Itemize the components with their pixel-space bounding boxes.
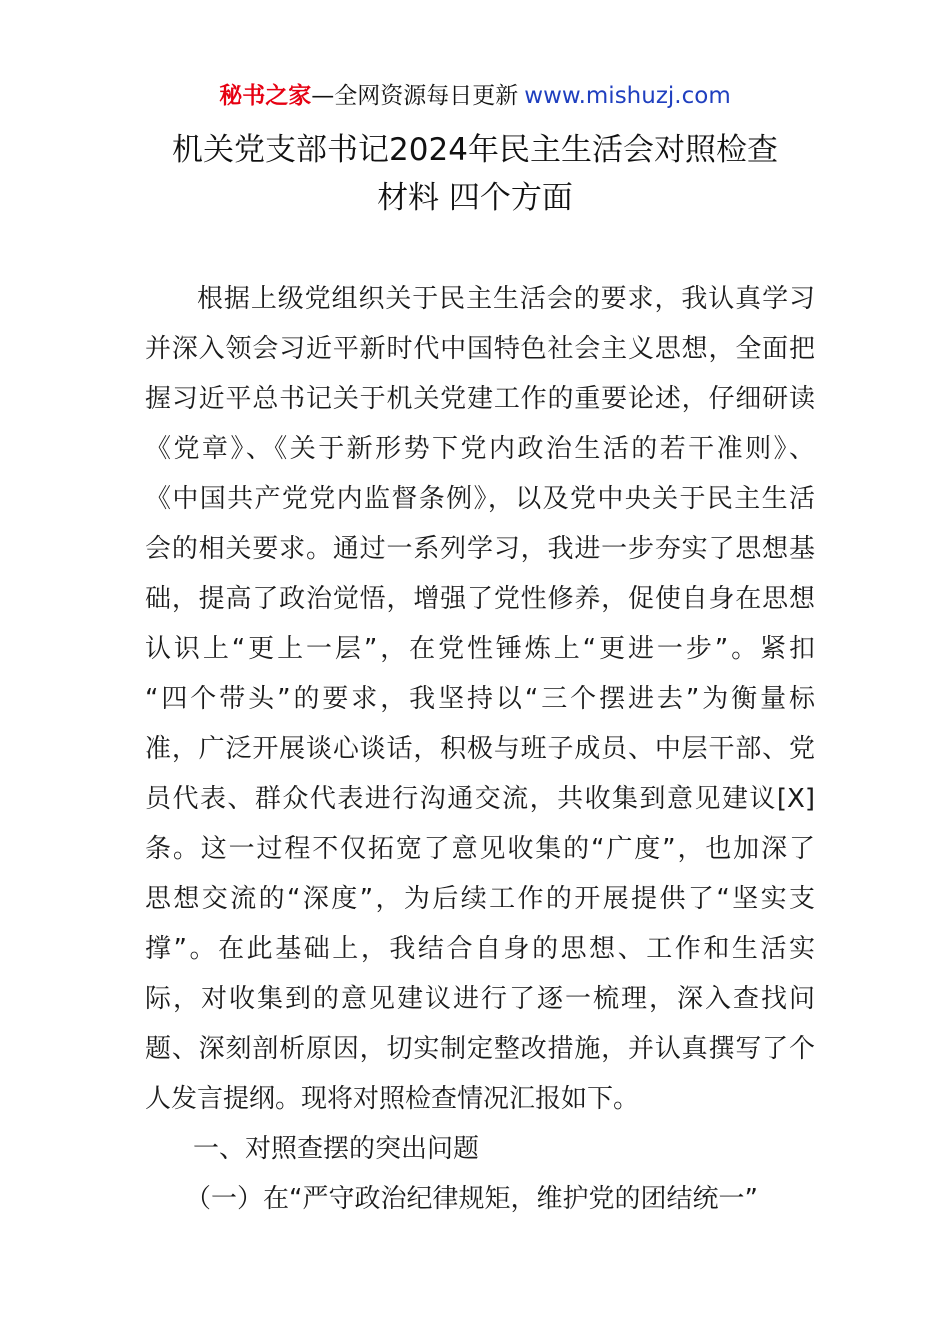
paragraph-line: 人发言提纲。现将对照检查情况汇报如下。 bbox=[145, 1084, 640, 1114]
section-heading: 一、对照查摆的突出问题 bbox=[193, 1134, 480, 1164]
paragraph-line: “四个带头”的要求，我坚持以“三个摆进去”为衡量标 bbox=[145, 684, 815, 714]
site-url-link[interactable]: www.mishuzj.com bbox=[524, 83, 731, 109]
paragraph-line: 撑”。在此基础上，我结合自身的思想、工作和生活实 bbox=[145, 934, 815, 964]
paragraph-line: 条。这一过程不仅拓宽了意见收集的“广度”，也加深了 bbox=[145, 834, 815, 864]
document-title bbox=[100, 126, 850, 222]
paragraph-line: 会的相关要求。通过一系列学习，我进一步夯实了思想基 bbox=[145, 534, 815, 564]
site-brand: 秘书之家 bbox=[219, 83, 312, 109]
site-tagline: —全网资源每日更新 bbox=[311, 83, 519, 109]
paragraph-line: 根据上级党组织关于民主生活会的要求，我认真学习 bbox=[197, 284, 815, 314]
site-header bbox=[0, 80, 950, 112]
paragraph-line: 认识上“更上一层”，在党性锤炼上“更进一步”。紧扣 bbox=[145, 634, 815, 664]
subsection-heading: （一）在“严守政治纪律规矩，维护党的团结统一” bbox=[185, 1184, 758, 1214]
paragraph-line: 思想交流的“深度”，为后续工作的开展提供了“坚实支 bbox=[145, 884, 815, 914]
document-body bbox=[145, 274, 815, 1224]
title-line: 机关党支部书记2024年民主生活会对照检查 bbox=[172, 132, 778, 168]
paragraph-line: 准，广泛开展谈心谈话，积极与班子成员、中层干部、党 bbox=[145, 734, 815, 764]
paragraph-line: 握习近平总书记关于机关党建工作的重要论述，仔细研读 bbox=[145, 384, 815, 414]
title-line: 材料 四个方面 bbox=[377, 180, 573, 216]
paragraph-line: 《中国共产党党内监督条例》，以及党中央关于民主生活 bbox=[145, 484, 815, 514]
paragraph-line: 并深入领会习近平新时代中国特色社会主义思想，全面把 bbox=[145, 334, 815, 364]
paragraph-line: 《党章》、《关于新形势下党内政治生活的若干准则》、 bbox=[145, 434, 815, 464]
paragraph-line: 员代表、群众代表进行沟通交流，共收集到意见建议[X] bbox=[145, 784, 815, 814]
paragraph-line: 础，提高了政治觉悟，增强了党性修养，促使自身在思想 bbox=[145, 584, 815, 614]
paragraph-line: 际，对收集到的意见建议进行了逐一梳理，深入查找问 bbox=[145, 984, 815, 1014]
paragraph-line: 题、深刻剖析原因，切实制定整改措施，并认真撰写了个 bbox=[145, 1034, 815, 1064]
